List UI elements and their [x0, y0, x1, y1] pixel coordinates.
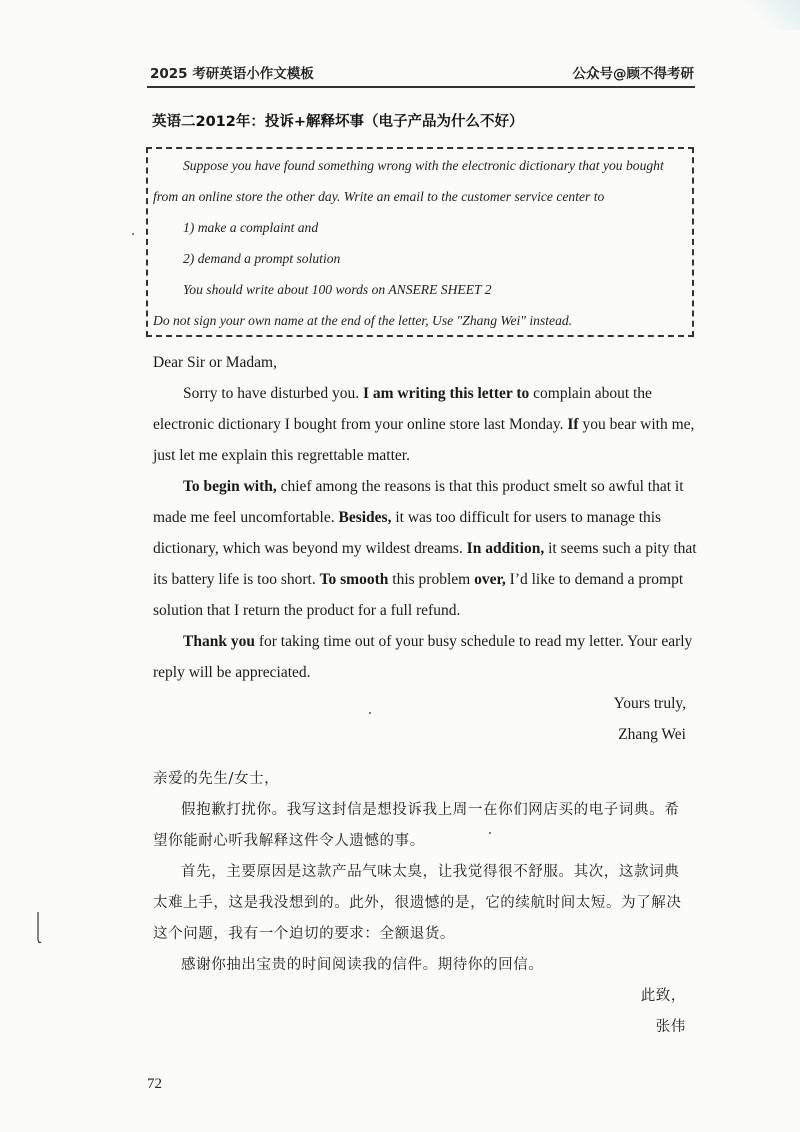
bold-phrase: I am writing this letter to — [362, 385, 530, 402]
translation-closing: 此致， — [640, 988, 686, 1004]
text-run: you bear with me, — [578, 416, 695, 433]
text-run: made me feel uncomfortable. — [153, 509, 339, 526]
text-run: it seems such a pity that — [544, 540, 697, 557]
letter-line — [153, 416, 694, 434]
bold-phrase: If — [567, 416, 579, 433]
translation-line: 太难上手，这是我没想到的。此外，很遗憾的是，它的续航时间太短。为了解决 — [153, 895, 682, 911]
prompt-line: You should write about 100 words on ANSERE SHEET 2 — [183, 282, 492, 297]
letter-line: reply will be appreciated. — [153, 664, 311, 681]
scan-margin-mark — [34, 912, 42, 946]
translation-line: 感谢你抽出宝贵的时间阅读我的信件。期待你的回信。 — [181, 957, 544, 973]
text-run: this problem — [388, 571, 475, 588]
section-title: 英语二2012年：投诉+解释坏事（电子产品为什么不好） — [152, 114, 524, 130]
header-source: 公众号@顾不得考研 — [572, 66, 694, 82]
scan-speck — [132, 233, 134, 235]
bold-phrase: To begin with, — [183, 478, 277, 495]
letter-line: solution that I return the product for a full refund. — [153, 602, 461, 619]
prompt-line: Do not sign your own name at the end of the letter, Use "Zhang Wei" instead. — [153, 313, 573, 328]
page-header — [150, 62, 694, 82]
letter-line — [183, 478, 684, 496]
scan-speck — [369, 712, 371, 714]
letter-line: just let me explain this regrettable matter. — [153, 447, 410, 464]
letter-line — [153, 540, 697, 558]
text-run: complain about the — [529, 385, 652, 402]
page-number: 72 — [147, 1076, 162, 1092]
writing-prompt-box — [146, 147, 694, 337]
text-run: Sorry to have disturbed you. — [183, 385, 363, 402]
translation-line: 望你能耐心听我解释这件令人遗憾的事。 — [153, 833, 425, 849]
text-run: it was too difficult for users to manage this — [391, 509, 662, 526]
prompt-line: Suppose you have found something wrong with the electronic dictionary that you bought — [183, 158, 664, 173]
letter-line — [153, 509, 661, 527]
letter-signature: Zhang Wei — [618, 726, 686, 743]
letter-salutation: Dear Sir or Madam, — [153, 354, 277, 371]
prompt-line: from an online store the other day. Write an email to the customer service center to — [153, 189, 605, 204]
bold-phrase: To smooth — [319, 571, 389, 588]
header-title: 2025 考研英语小作文模板 — [150, 66, 314, 82]
text-run: chief among the reasons is that this product smelt so awful that it — [276, 478, 684, 495]
letter-line — [153, 571, 683, 589]
letter-line — [183, 633, 692, 651]
translation-line: 假抱歉打扰你。我写这封信是想投诉我上周一在你们网店买的电子词典。希 — [181, 802, 680, 818]
bold-phrase: Thank you — [183, 633, 255, 650]
header-rule — [147, 86, 695, 88]
bold-phrase: Besides, — [338, 509, 392, 526]
text-run: I’d like to demand a prompt — [505, 571, 684, 588]
translation-line: 首先，主要原因是这款产品气味太臭，让我觉得很不舒服。其次，这款词典 — [181, 864, 680, 880]
scan-speck — [489, 832, 491, 834]
translation-line: 这个问题，我有一个迫切的要求：全额退货。 — [153, 926, 455, 942]
bold-phrase: over, — [474, 571, 506, 588]
letter-line — [183, 385, 652, 403]
text-run: electronic dictionary I bought from your online store last Monday. — [153, 416, 568, 433]
scan-corner-tint — [740, 0, 800, 30]
bold-phrase: In addition, — [466, 540, 545, 557]
prompt-line: 2) demand a prompt solution — [183, 251, 341, 266]
translation-signature: 张伟 — [655, 1019, 686, 1035]
prompt-line: 1) make a complaint and — [183, 220, 319, 235]
letter-closing: Yours truly, — [613, 695, 686, 712]
text-run: its battery life is too short. — [153, 571, 320, 588]
text-run: dictionary, which was beyond my wildest dreams. — [153, 540, 467, 557]
text-run: for taking time out of your busy schedule to read my letter. Your early — [254, 633, 693, 650]
translation-salutation: 亲爱的先生/女士， — [153, 771, 280, 787]
